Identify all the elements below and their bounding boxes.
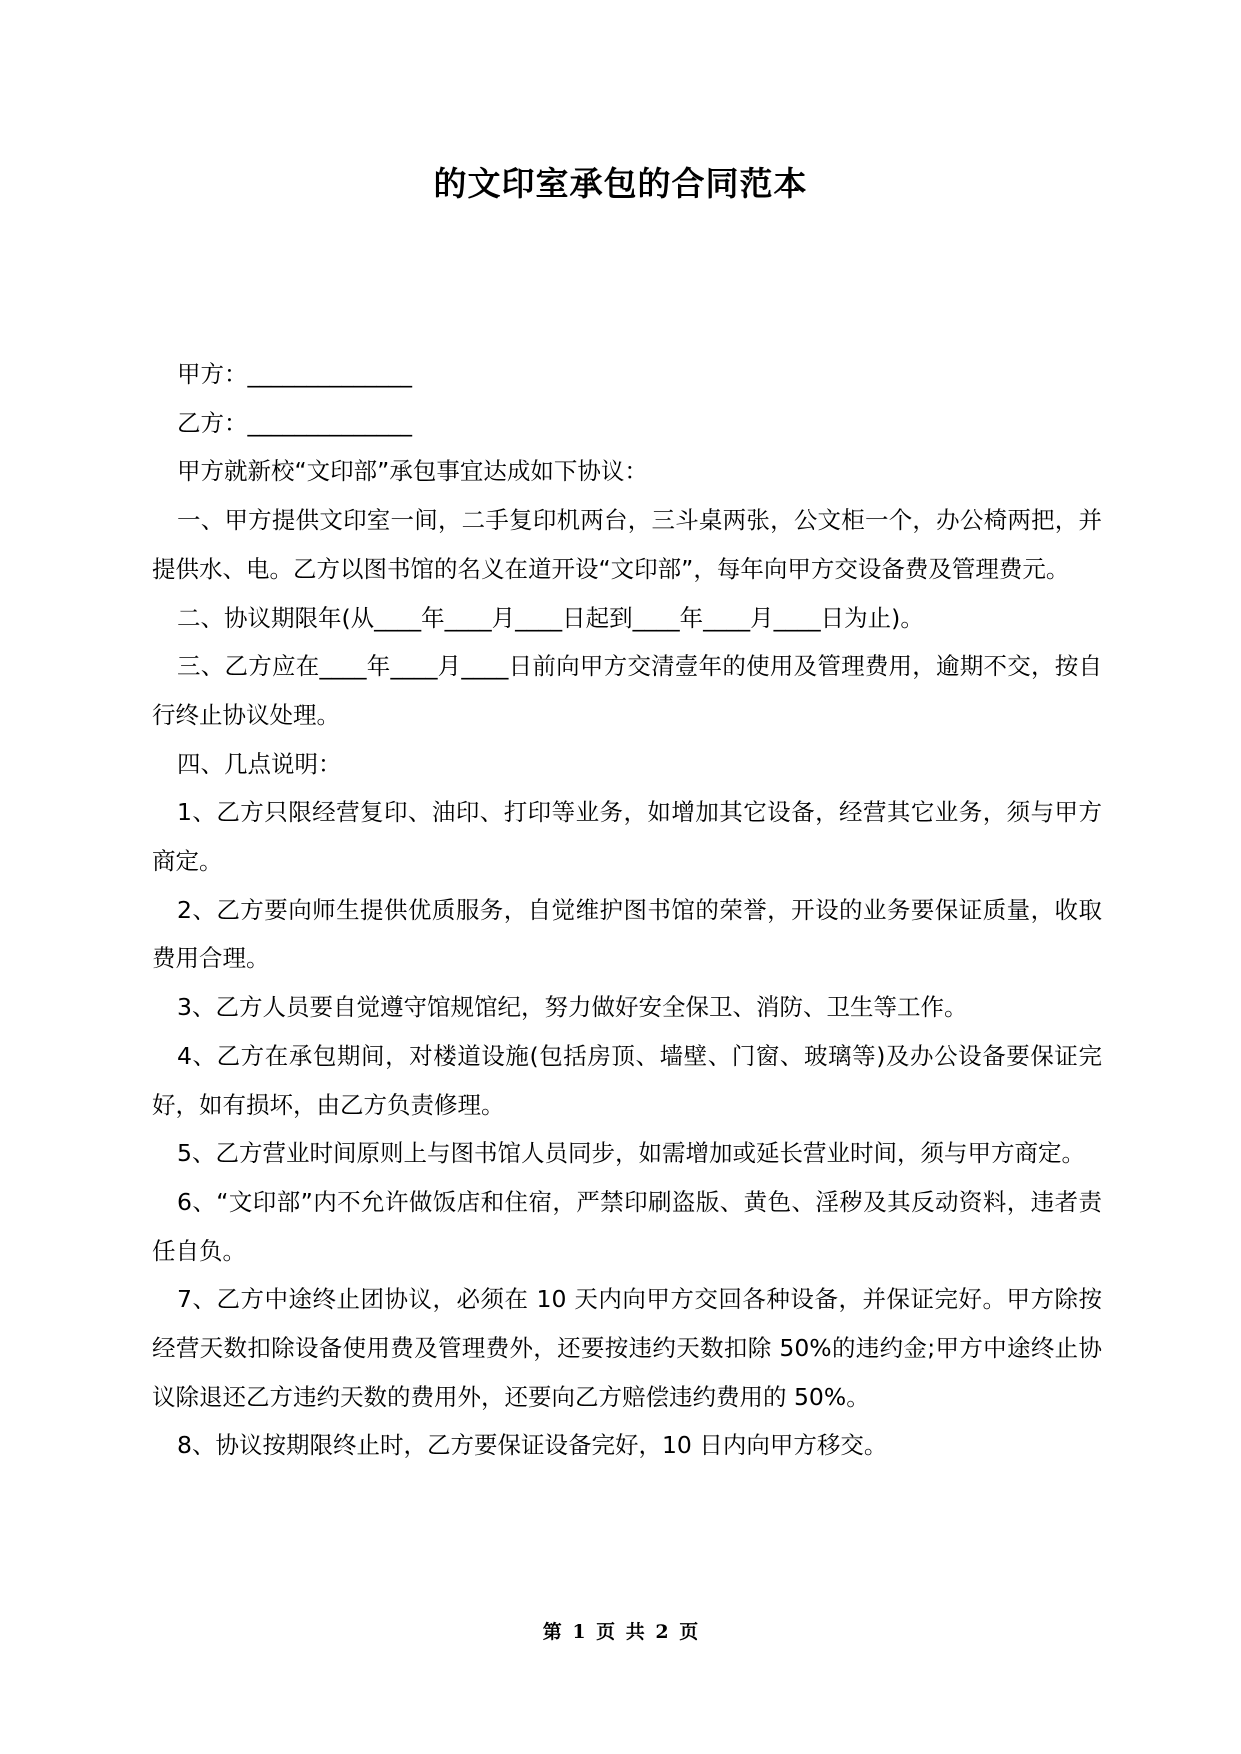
- document-title: 的文印室承包的合同范本: [433, 164, 808, 203]
- note-7: 7、乙方中途终止团协议，必须在 10 天内向甲方交回各种设备，并保证完好。甲方除按经营天数扣除设备使用费及管理费外，还要按违约天数扣除 50%的违约金;甲方中途终止协议除退还乙方违约天数的费用外，还要向乙方赔偿违约费用的 50%。: [152, 1285, 1102, 1411]
- party-a-line: 甲方：______________: [177, 360, 412, 388]
- clause-2: 二、协议期限年(从____年____月____日起到____年____月____日为止)。: [177, 603, 924, 632]
- note-8: 8、协议按期限终止时，乙方要保证设备完好，10 日内向甲方移交。: [177, 1431, 888, 1460]
- note-2: 2、乙方要向师生提供优质服务，自觉维护图书馆的荣誉，开设的业务要保证质量，收取费用合理。: [152, 895, 1102, 973]
- party-b-line: 乙方：______________: [177, 408, 412, 437]
- note-5: 5、乙方营业时间原则上与图书馆人员同步，如需增加或延长营业时间，须与甲方商定。: [177, 1139, 1085, 1168]
- page-number-footer: 第 1 页 共 2 页: [542, 1621, 699, 1643]
- note-1: 1、乙方只限经营复印、油印、打印等业务，如增加其它设备，经营其它业务，须与甲方商定。: [152, 798, 1102, 876]
- clause-1: 一、甲方提供文印室一间，二手复印机两台，三斗桌两张，公文柜一个，办公椅两把，并提供水、电。乙方以图书馆的名义在道开设“文印部”，每年向甲方交设备费及管理费元。: [152, 506, 1102, 583]
- note-6: 6、“文印部”内不允许做饭店和住宿，严禁印刷盗版、黄色、淫秽及其反动资料，违者责任自负。: [152, 1187, 1102, 1265]
- note-3: 3、乙方人员要自觉遵守馆规馆纪，努力做好安全保卫、消防、卫生等工作。: [177, 993, 968, 1022]
- note-4: 4、乙方在承包期间，对楼道设施(包括房顶、墙壁、门窗、玻璃等)及办公设备要保证完好，如有损坏，由乙方负责修理。: [152, 1041, 1102, 1119]
- agreement-intro: 甲方就新校“文印部”承包事宜达成如下协议：: [177, 457, 648, 486]
- clause-4-heading: 四、几点说明：: [177, 749, 342, 778]
- document-body: [152, 350, 1102, 1470]
- clause-3: 三、乙方应在____年____月____日前向甲方交清壹年的使用及管理费用，逾期不交，按自行终止协议处理。: [152, 652, 1102, 729]
